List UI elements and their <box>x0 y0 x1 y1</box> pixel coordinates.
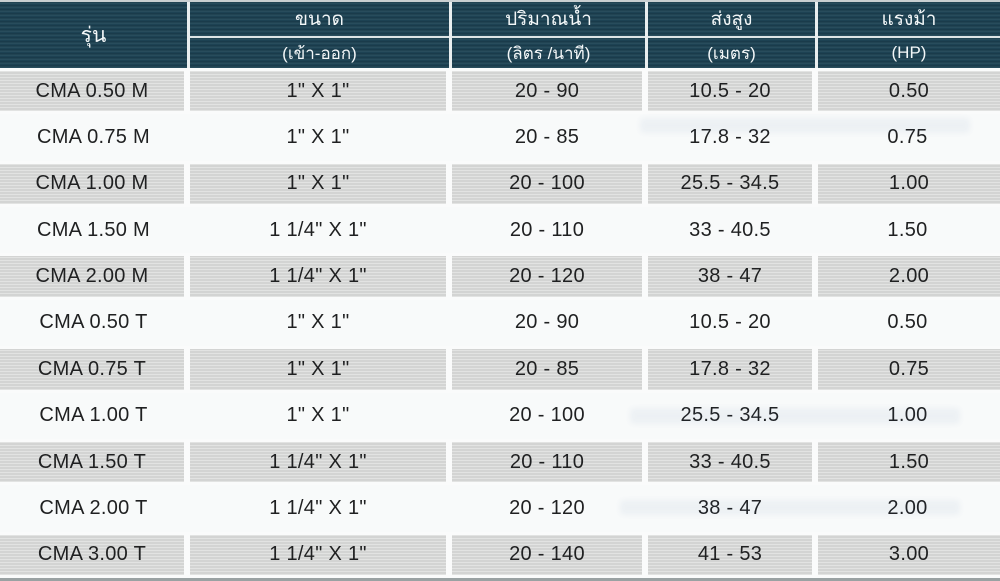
cell-size: 1" X 1" <box>187 161 449 207</box>
cell-size: 1 1/4" X 1" <box>187 439 449 485</box>
table-row <box>0 346 1000 392</box>
cell-model: CMA 2.00 T <box>39 496 148 519</box>
header-col-head-sub: (เมตร) <box>707 43 756 63</box>
cell-model: CMA 0.75 T <box>0 346 187 392</box>
header-col-size-sub: (เข้า-ออก) <box>282 43 357 63</box>
cell-flow: 20 - 85 <box>514 126 580 149</box>
cell-model: CMA 1.00 T <box>39 404 148 427</box>
cell-size: 1" X 1" <box>187 346 449 392</box>
cell-model: CMA 0.50 M <box>0 68 187 114</box>
cell-hp: 1.00 <box>815 161 1000 207</box>
table-row <box>0 207 1000 253</box>
table-row <box>0 300 1000 346</box>
cell-head: 41 - 53 <box>645 532 815 578</box>
table-row <box>0 532 1000 578</box>
cell-size: 1 1/4" X 1" <box>269 218 367 241</box>
cell-head: 10.5 - 20 <box>689 311 771 334</box>
table-row <box>0 439 1000 485</box>
cell-head: 17.8 - 32 <box>689 126 771 149</box>
cell-hp: 2.00 <box>887 496 928 519</box>
cell-size: 1" X 1" <box>187 68 449 114</box>
cell-model: CMA 3.00 T <box>0 532 187 578</box>
cell-hp: 2.00 <box>815 253 1000 299</box>
header-col-size <box>187 2 449 68</box>
cell-hp: 0.75 <box>815 346 1000 392</box>
header-col-flow-sub: (ลิตร /นาที) <box>506 43 591 63</box>
cell-model: CMA 1.50 T <box>0 439 187 485</box>
cell-head: 33 - 40.5 <box>645 439 815 485</box>
cell-head: 38 - 47 <box>645 253 815 299</box>
cell-flow: 20 - 140 <box>449 532 645 578</box>
header-col-flow <box>449 2 645 68</box>
header-col-size-title: ขนาด <box>190 2 449 38</box>
cell-head: 38 - 47 <box>697 496 763 519</box>
cell-model: CMA 1.00 M <box>0 161 187 207</box>
cell-size: 1" X 1" <box>286 311 350 334</box>
cell-flow: 20 - 90 <box>514 311 580 334</box>
cell-head: 25.5 - 34.5 <box>645 161 815 207</box>
cell-head: 10.5 - 20 <box>645 68 815 114</box>
header-col-hp <box>815 2 1000 68</box>
cell-flow: 20 - 100 <box>449 161 645 207</box>
cell-flow: 20 - 110 <box>449 439 645 485</box>
cell-hp: 1.50 <box>815 439 1000 485</box>
cell-hp: 1.50 <box>887 218 928 241</box>
header-col-hp-sub: (HP) <box>891 43 927 62</box>
table-row <box>0 393 1000 439</box>
cell-flow: 20 - 85 <box>449 346 645 392</box>
cell-size: 1 1/4" X 1" <box>187 253 449 299</box>
cell-model: CMA 1.50 M <box>36 218 151 241</box>
cell-hp: 1.00 <box>887 404 928 427</box>
cell-head: 25.5 - 34.5 <box>680 404 780 427</box>
header-col-head <box>645 2 815 68</box>
cell-model: CMA 2.00 M <box>0 253 187 299</box>
cell-hp: 0.50 <box>887 311 928 334</box>
table-row <box>0 161 1000 207</box>
header-col-hp-title: แรงม้า <box>818 2 1000 38</box>
cell-flow: 20 - 100 <box>509 404 585 427</box>
cell-flow: 20 - 110 <box>509 218 585 241</box>
cell-size: 1" X 1" <box>286 126 350 149</box>
cell-hp: 3.00 <box>815 532 1000 578</box>
header-col-flow-title: ปริมาณน้ำ <box>452 2 645 38</box>
cell-head: 17.8 - 32 <box>645 346 815 392</box>
table-body <box>0 68 1000 578</box>
table-header <box>0 2 1000 68</box>
header-col-head-title: ส่งสูง <box>648 2 815 38</box>
header-model: รุ่น <box>80 23 107 47</box>
cell-size: 1 1/4" X 1" <box>269 496 367 519</box>
cell-size: 1 1/4" X 1" <box>187 532 449 578</box>
cell-flow: 20 - 120 <box>449 253 645 299</box>
table-row <box>0 253 1000 299</box>
table-row <box>0 485 1000 531</box>
cell-hp: 0.50 <box>815 68 1000 114</box>
cell-model: CMA 0.75 M <box>36 126 151 149</box>
table-row <box>0 114 1000 160</box>
cell-flow: 20 - 90 <box>449 68 645 114</box>
cell-head: 33 - 40.5 <box>689 218 771 241</box>
table-row <box>0 68 1000 114</box>
cell-model: CMA 0.50 T <box>39 311 148 334</box>
cell-flow: 20 - 120 <box>509 496 585 519</box>
cell-size: 1" X 1" <box>286 404 350 427</box>
cell-hp: 0.75 <box>887 126 928 149</box>
